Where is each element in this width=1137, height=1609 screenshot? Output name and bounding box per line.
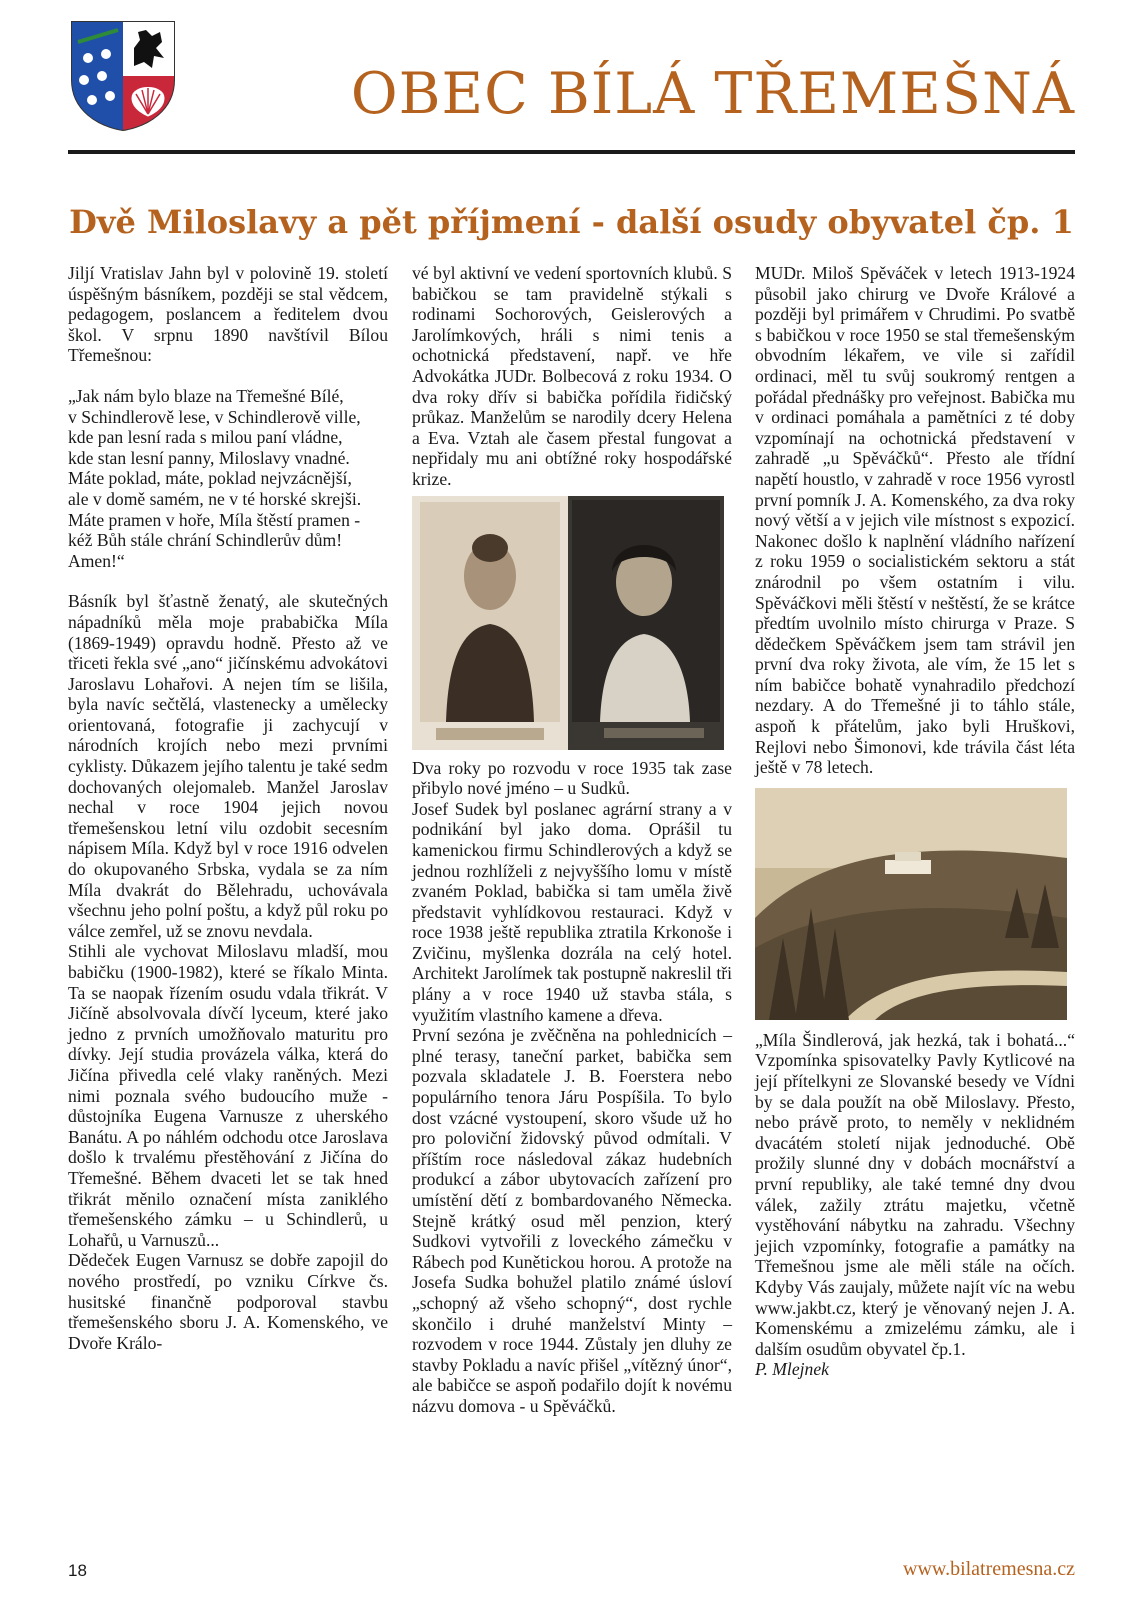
body-paragraph: Básník byl šťastně ženatý, ale skutečných nápadníků měla moje prababička Míla (1869-1949) opravdu hodně. Přesto až ve třiceti řekla své „ano“ jičínskému advokátovi Jaroslavu Lohařovi. A nejen tím se lišila, byla navíc sečtělá, vlastenecky a umělecky orientovaná, fotografie ji zachycují v národních krojích nebo mezi prvními cyklisty. Důkazem jejího talentu je také sedm dochovaných olejomaleb. Manžel Jaroslav nechal v roce 1904 jejich novou třemešenskou letní vilu ozdobit secesním nápisem Míla. Když byl v roce 1916 odvelen do okupovaného Srbska, vydala se za ním Míla dvakrát do Bělehradu, uchovávala všechnu jeho polní poštu, a když půl roku po válce zemřel, už se znovu nevdala.: [68, 591, 388, 941]
hotel-photograph: [755, 788, 1075, 1020]
body-paragraph: Stihli ale vychovat Miloslavu mladší, mou babičku (1900-1982), které se říkalo Minta. Ta se naopak řízením osudu vdala třikrát. V Jičíně absolvovala dívčí lyceum, které jako jedno z prvních umožňovalo maturitu pro dívky. Její studia provázela válka, která do Jičína přivedla celé vlaky raněných. Mezi nimi poznala svého budoucího muže - důstojníka Eugena Varnusze z uherského Banátu. A po náhlém odchodu otce Jaroslava došlo k trvalému přestěhování z Jičína do Třemešné. Během dvaceti let se tak hned třikrát měnilo označení místa zaniklého třemešenského zámku – u Schindlerů, u Lohařů, u Varnuszů...: [68, 941, 388, 1250]
body-paragraph: Dědeček Eugen Varnusz se dobře zapojil do nového prostředí, po vzniku Církve čs. husitské finančně podporoval stavbu třemešenského sboru J. A. Komenského, ve Dvoře Králo-: [68, 1250, 388, 1353]
poem-line: kde stan lesní panny, Miloslavy vnadné.: [68, 447, 350, 468]
body-paragraph: „Míla Šindlerová, jak hezká, tak i bohatá...“ Vzpomínka spisovatelky Pavly Kytlicové na její přítelkyni ze Slovanské besedy ve Vídni by se dala použít na obě Miloslavy. Přesto, nebo právě proto, to neměly v neklidném dvacátém století nijak jednoduché. Obě prožily slunné dny v dobách mocnářství a první republiky, ale také temné dny dvou válek, zažily ztrátu majetku, včetně vystěhování nábytku na zahradu. Všechny jejich vzpomínky, fotografie a památky na Třemešnou jsme ale měli stále na očích. Kdyby Vás zaujaly, můžete najít víc na webu www.jakbt.cz, který je věnovaný nejen J. A. Komenskému a zmizelému zámku, ale i dalším osudům obyvatel čp.1.: [755, 1029, 1075, 1359]
column-3: [755, 263, 1075, 1380]
poem-line: „Jak nám bylo blaze na Třemešné Bílé,: [68, 385, 344, 406]
body-paragraph: Josef Sudek byl poslanec agrární strany a v podnikání byl jako doma. Oprášil tu kamenickou firmu Schindlerových a když se jednou rozhlíželi z nejvyššího lomu v místě zvaném Poklad, babička si tam uměla živě představit vyhlídkovou restauraci. Když v roce 1938 ještě republika ztratila Krkonoše i Zvičinu, myšlenka dozrála na celý hotel. Architekt Jarolímek tak postupně nakreslil tři plány a v roce 1940 už stavba stála, s využitím vlastního kamene a dřeva.: [412, 798, 732, 1025]
body-paragraph: První sezóna je zvěčněna na pohlednicích – plné terasy, taneční parket, babička sem pozvala skladatele J. B. Foerstera nebo populárního tenora Járu Pospíšila. To bylo dost vzácné vystoupení, skoro všude už ho pro poloviční židovský původ odmítali. V příštím roce následoval zákaz hudebních produkcí a zábor ubytovacích zařízení pro umístění dětí z bombardovaného Německa. Stejně krátký osud měl penzion, který Sudkovi vytvořili z loveckého zámečku v Rábech pod Kunětickou horou. A protože na Josefa Sudka bohužel platilo známé úsloví „schopný až všeho schopný“, dost rychle skončilo i druhé manželství Minty – rozvodem v roce 1944. Zůstaly jen dluhy ze stavby Pokladu a navíc přišel „vítězný únor“, ale babičce se aspoň podařilo dojít k novému názvu domova - u Spěváčků.: [412, 1025, 732, 1416]
body-paragraph: vé byl aktivní ve vedení sportovních klubů. S babičkou se tam pravidelně stýkali s rodinami Sochorových, Geislerových a Jarolímkových, hráli s nimi tenis a ochotnická představení, např. ve hře Advokátka JUDr. Bolbecová z roku 1934. O dva roky dřív si babička pořídila řidičský průkaz. Manželům se narodily dcery Helena a Eva. Vztah ale časem přestal fungovat a nepřidaly mu ani obtížné roky hospodářské krize.: [412, 263, 732, 489]
poem-line: kéž Bůh stále chrání Schindlerův dům! Amen!“: [68, 530, 343, 571]
body-paragraph: MUDr. Miloš Spěváček v letech 1913-1924 působil jako chirurg ve Dvoře Králové a později byl primářem v Chrudimi. Po svatbě s babičkou v roce 1950 se stal třemešenským obvodním lékařem, ve vile si zařídil ordinaci, měl tu svůj soukromý rentgen a pořádal přednášky pro veřejnost. Babička mu v ordinaci pomáhala a pamětníci z té doby vzpomínají na ochotnická představení v zahradě „u Spěváčků“. Přesto ale třídní napětí houstlo, v zahradě v roce 1956 vyrostl první pomník J. A. Komenského, za dva roky nový větší a v jejich vile místnost s expozicí. Nakonec došlo k naplnění vládního nařízení z roku 1959 o socialistickém sektoru a stát znárodnil po všem ostatním i vilu. Spěváčkovi měli štěstí v neštěstí, že se krátce předtím uvolnilo místo chirurga v Praze. S dědečkem Spěváčkem jsem tam strávil jen první dva roky života, ale vím, že 15 let s ním babičce bohatě vynahradilo předchozí nezdary. A do Třemešné ji to táhlo stále, aspoň k přátelům, jako byli Hruškovi, Rejlovi nebo Šimonovi, kde trávila část léta ještě v 78 letech.: [755, 263, 1075, 778]
author-signature: P. Mlejnek: [755, 1359, 829, 1380]
poem-line: Máte pramen v hoře, Míla štěstí pramen -: [68, 509, 361, 530]
header-rule: [68, 150, 1075, 154]
coat-of-arms-icon: [68, 18, 178, 132]
website-link[interactable]: www.bilatremesna.cz: [903, 1558, 1075, 1580]
column-1: [68, 263, 388, 1353]
poem-line: ale v domě samém, ne v té horské skrejši.: [68, 488, 362, 509]
masthead-title: OBEC BÍLÁ TŘEMEŠNÁ: [350, 61, 1075, 127]
poem-line: kde pan lesní rada s milou paní vládne,: [68, 427, 343, 448]
poem: [68, 386, 388, 571]
column-2: [412, 263, 732, 1417]
poem-line: v Schindlerově lese, v Schindlerově ville,: [68, 406, 361, 427]
page-number: 18: [68, 1561, 87, 1580]
intro-paragraph: Jiljí Vratislav Jahn byl v polovině 19. století úspěšným básníkem, později se stal vědcem, pedagogem, poslancem a ředitelem dvou škol. V srpnu 1890 navštívil Bílou Třemešnou:: [68, 263, 388, 366]
article-headline: Dvě Miloslavy a pět příjmení - další osudy obyvatel čp. 1: [69, 203, 1074, 241]
body-paragraph: Dva roky po rozvodu v roce 1935 tak zase přibylo nové jméno – u Sudků.: [412, 757, 732, 799]
poem-line: Máte poklad, máte, poklad nejvzácnější,: [68, 468, 352, 489]
portrait-photographs: [412, 496, 732, 750]
